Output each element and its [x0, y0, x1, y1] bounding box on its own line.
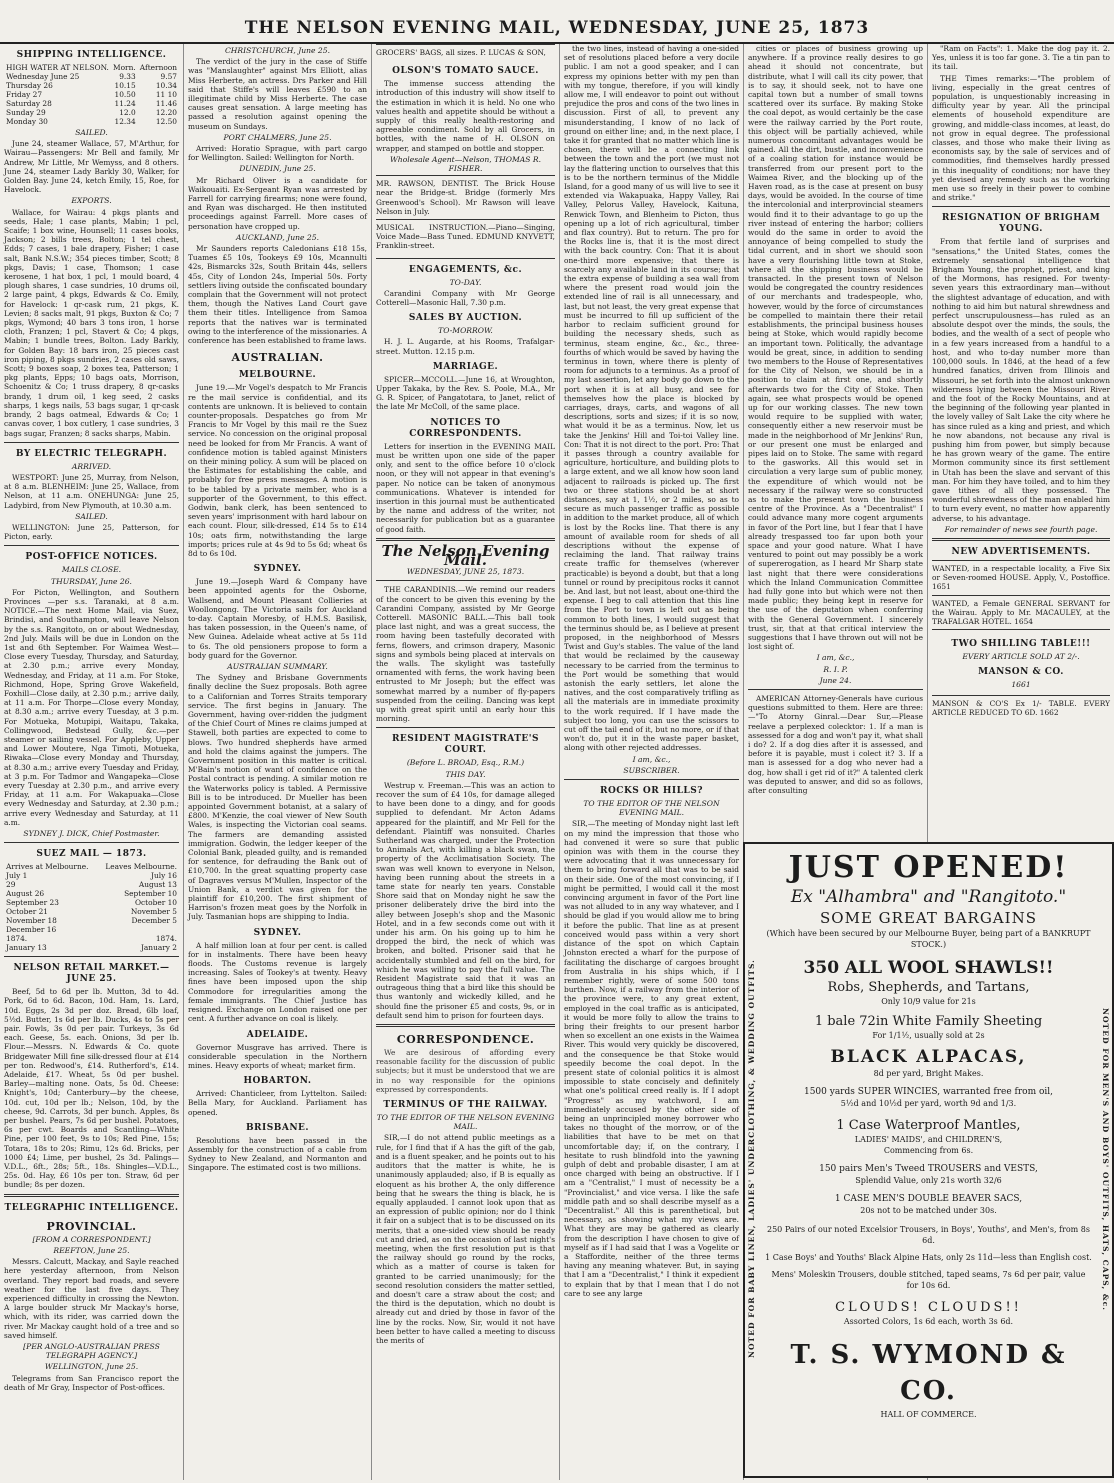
- hobarton-text: Arrived: Chanticleer, from Lyttelton. Sailed: Bella Mary, for Auckland. Parliament has opened.: [188, 1089, 367, 1117]
- ad-shawls: 350 ALL WOOL SHAWLS!!: [803, 958, 1054, 978]
- dateline-auckland: AUCKLAND, June 25.: [236, 232, 319, 242]
- ad-excelsior: 250 Pairs of our noted Excelsior Trousers, in Boys', Youths', and Men's, from 8s 6d.: [767, 1225, 1090, 1245]
- ad-hats: 1 Case Boys' and Youths' Black Alpine Hats, only 2s 11d—less than English cost.: [765, 1253, 1092, 1262]
- sales-text: H. J. L. Augarde, at his Rooms, Trafalgar-street. Mutton. 12.15 p.m.: [376, 337, 555, 356]
- rocks-to: TO THE EDITOR OF THE NELSON EVENING MAIL.: [583, 799, 720, 818]
- letter-sign-2: SUBSCRIBER.: [623, 765, 680, 775]
- correspondence-heading: CORRESPONDENCE.: [396, 1033, 535, 1047]
- dateline-port-chalmers: PORT CHALMERS, June 25.: [223, 132, 332, 142]
- court-text: Westrup v. Freeman.—This was an action to recover the sum of £4 10s, for damage alleged to have been done to a dingy, and for goods supplied to defendant. Mr Acton Adams appeared for the plaintiff, and Mr Fell for the defendant. Plaintiff was nonsuited. Charles Sutherland was charged, under the Protection to Animals Act, with killing a black swan, the property of the Acclimatisation Society. The swan was well known to everyone in Nelson, having been running about the streets in a tame state for nearly ten years. Constable Shore said that on Monday night he saw the prisoner deliberately drive the bird into the alley between Joseph's shop and the Masonic Hotel, and in a few seconds come out with it under his arm. On his going up to him he dropped the bird, the neck of which was broken, and bolted. Prisoner said that he accidentally stumbled and fell on the bird, for which he was willing to pay the full value. The Resident Magistrate said that it was an outrageous thing that a bird like this should be thus wantonly and wickedly killed, and he should fine the prisoner £5 and costs, 9s, or in default send him to prison for fourteen days.: [376, 780, 555, 1020]
- divider: [4, 1194, 179, 1197]
- tide-table: HIGH WATER AT NELSON. Morn. Afternoon Wednesday June 25 9.33 9.57 Thursday 26 10.15 10.34 Friday 27 10.50 11 10 Saturday 28 11.24 11.46 Sunday 29 12.0 12.20 Monday 30 12.34 12.50: [6, 63, 177, 126]
- suez-row: 1874. 1874.: [6, 934, 177, 944]
- exports-heading: EXPORTS.: [71, 196, 112, 206]
- suez-row: 29 August 13: [6, 880, 177, 890]
- ad-dentist: MR. RAWSON, DENTIST. The Brick House near the Bridge-st. Bridge (formerly Mrs Greenwood's School). Mr Rawson will leave Nelson in July.: [376, 175, 555, 219]
- sales-heading: SALES BY AUCTION.: [408, 313, 523, 324]
- divider: [376, 258, 555, 259]
- tide-row: Monday 30 12.34 12.50: [6, 117, 177, 126]
- divider: [376, 538, 555, 541]
- column-shipping: [0, 44, 183, 1480]
- american-text: AMERICAN Attorney-Generals have curious questions submitted to them. Here are three:—"To Atorny Ginral.—Dear Sur,—Please reelave a perplexed colecktor: 1. If a man is assessed for a dog and won't pay it, what shall i do? 2. If a dog dies after it is assessed, and before it is payable, must i colect it? 3. If a man is assessed for a dog who never had a dog, how shall i get rid of it?" A talented clerk was deputed to answer, and did so as follows, after consulting: [748, 694, 923, 796]
- tide-row: Wednesday June 25 9.33 9.57: [6, 72, 177, 81]
- ad-ships: Ex "Alhambra" and "Rangitoto.": [790, 887, 1067, 907]
- terminus-text: SIR,—I do not attend public meetings as a rule, for I find that if A has the gift of the gab, and is a fluent speaker, and he points out to his auditors that the matter is white, he is unanimously applauded; also, if B is equally as eloquent as his brother A, the only difference being that he swears the thing is black, he is equally applauded. I cannot look upon that as an expression of public opinion; nor do I think it fair on a subject that is to be discussed on its merits, that a one-sided view should be ready cut and dried, as on the occasion of last night's meeting, when the first resolution put is that the railway should go round by the rocks, which as a matter of course is taken for granted to be carried unanimously; for the second resolution considers the matter settled, and doesn't care a straw about the cost; and the third is the deputation, which no doubt is already cut and dried by those in favor of the line by the rocks. Now, Sir, would it not have been better to have called a meeting to discuss the merits of: [376, 1133, 555, 1345]
- provincial-heading: PROVINCIAL.: [46, 1219, 137, 1233]
- suez-row: January 13 January 2: [6, 943, 177, 953]
- engagements-heading: ENGAGEMENTS, &c.: [408, 264, 523, 275]
- sailed-text: June 24, steamer Wallace, 57, M'Arthur, for Wairau—Passengers: Mr Bell and family, Mr Andrew, Mr Little, Mr Wemyss, and 8 others. June 24, steamer Lady Barkly 30, Walker, for Golden Bay. June 24, ketch Emily, 15, Roe, for Havelock.: [4, 139, 179, 195]
- marriage-text: SPICER—MCCOLL.—June 16, at Wroughton, Upper Takaka, by the Rev. S. Poole, M.A., Mr G. R. Spicer, of Pangatotara, to Janet, relict of the late Mr McColl, of the same place.: [376, 374, 555, 412]
- side-text-right: NOTED FOR MEN'S AND BOYS' OUTFITS, HATS, CAPS, &c.: [1101, 1007, 1110, 1311]
- divider: [932, 206, 1110, 207]
- divider: [376, 1024, 555, 1027]
- divider: [4, 545, 179, 546]
- suez-row: September 23 October 10: [6, 898, 177, 908]
- suez-heading: SUEZ MAIL — 1873.: [36, 849, 147, 860]
- ad-firm-sub: HALL OF COMMERCE.: [880, 1410, 977, 1419]
- ad-sacs-price: 20s not to be matched under 30s.: [860, 1206, 997, 1215]
- postmaster-signature: SYDNEY J. DICK, Chief Postmaster.: [23, 829, 160, 839]
- notices-text: Letters for insertion in the EVENING MAIL must be written upon one side of the paper only, and sent to the office before 10 o'clock noon, or they will not appear in that evening's paper. No notice can be taken of anonymous communications. Whatever is intended for insertion in this journal must be authenticated by the name and address of the writer, not necessarily for publication but as a guarantee of good faith.: [376, 441, 555, 534]
- summary-text: The Sydney and Brisbane Governments finally decline the Suez proposals. Both agree to a Californian and Torres Straits temporary service. The first begins in January. The Government, having over-ridden the judgment of the Chief Court of Mines re claims jumped at Stawell, both parties are expected to come to blows. Two hundred shepherds have armed and hold the claims against the jumpers. The Government position in this matter is critical. M'Bain's motion of want of confidence on the Postal contract is pending. A similar motion re the Waterworks policy is tabled. A Permissive Bill is to be introduced. Dr Mueller has been appointed Government botanist, at a salary of £800. M'Kenzie, the coal viewer of New South Wales, is inspecting the Victorian coal seams. The farmers are demanding assisted immigration. Godwin, the ledger keeper of the Colonial Bank, pleaded guilty, and is remanded for sentence, for defrauding the Bank out of £10,700. In the great squatting property case of Dagraves versus M'Mullen, Inspector of the Union Bank, a verdict was given for the plaintiff for £10,200. The first shipment of Harrison's frozen meat goes by the Norfolk in July. Tasmanian hops are shipping to India.: [188, 673, 367, 922]
- ad-wanted-house: WANTED, in a respectable locality, a Five Six or Seven-roomed HOUSE. Apply, V., Postoffice. 1651: [932, 560, 1110, 595]
- ad-shawls-price: Only 10/9 value for 21s: [881, 997, 976, 1006]
- court-heading: RESIDENT MAGISTRATE'S COURT.: [391, 734, 540, 756]
- olson-heading: OLSON'S TOMATO SAUCE.: [392, 66, 539, 77]
- christchurch-text: The verdict of the jury in the case of Stiffe was "Manslaughter" against Mrs Elliott, alias Miss Herberte, an actress. Drs Parker and Hill said that Stiffe's will leaves £590 to an illegitimate child by Miss Herberte. The case causes great sensation. A large meeting has passed a resolution against opening the museum on Sundays.: [188, 57, 367, 131]
- suez-row: December 16: [6, 925, 57, 935]
- ad-alpacas-price: 8d per yard, Bright Makes.: [873, 1069, 984, 1078]
- paper-name: The Nelson Evening Mail.: [381, 541, 550, 569]
- arrived-text: WESTPORT: June 25, Murray, from Nelson, at 8 a.m. BLENHEIM: June 25, Wallace, from Nelson, at 11 a.m. ONEHUNGA: June 25, Ladybird, from New Plymouth, at 10.30 a.m.: [4, 472, 179, 510]
- letter-sign-1: I am, &c.,: [632, 754, 671, 764]
- hobarton-heading: HOBARTON.: [243, 1076, 312, 1087]
- dateline-reefton: REEFTON, June 25.: [53, 1245, 130, 1255]
- brisbane-heading: BRISBANE.: [245, 1122, 310, 1133]
- divider: [932, 538, 1110, 541]
- olson-agent: Wholesale Agent—Nelson, THOMAS R. FISHER.: [390, 154, 541, 174]
- ad-wincies: 1500 yards SUPER WINCIES, warranted free from oil,: [803, 1087, 1054, 1097]
- divider: [376, 580, 555, 581]
- ad-trousers: 150 pairs Men's Tweed TROUSERS and VESTS,: [819, 1164, 1038, 1174]
- ad-mantles: 1 Case Waterproof Mantles,: [836, 1118, 1021, 1133]
- rocks-text: SIR,—The meeting of Monday night last left on my mind the impression that those who had convened it were so sure that public opinion was with them in the course they were advocating that it was unnecessary for them to bring forward all that was to be said on their side. One of the most convincing, if I might be permitted, I would call it the most convincing argument in favor of the Port line was not alluded to in any way whatever, and I should be glad if you would allow me to bring it before the public. That line as at present conceived would pass within a very short distance of the spot on which Captain Johnston erected a wharf for the purpose of facilitating the discharge of cargoes brought from Australia in his ships which, if I remember rightly, were of some 500 tons burthen. Now, if a railway from the interior of the province were, to any great extent, employed in the coal traffic as is anticipated, it would be more folly to allow the trains to bring their freights to our present harbor when so excellent an one exists in the Waimea River. This would very quickly be discovered, and the consequence be that Stoke would speedily become the coal depot. In the present state of colonial politics it is almost impossible to state concisely and definitely what one's political creed really is. If I adopt "Progress" as my watchword, I am immediately accused by the other side of being an unprincipled money borrower who takes no thought of the morrow, or of the liabilities that have to be met on that uncomfortable day; if, on the contrary, I hesitate to rush blindfold into the yawning gulph of debt and probable disaster, I am at once charged with being an obstructive. If I am a "Centralist," I must of necessity be a "Provincialist," and vice versa. I like the safe middle path and so shall describe myself as a "Decentralist." All this is parenthetical, but necessary, as showing what my views are. What they are may be gathered as clearly from the description I have chosen to give of myself as if I had said that I was a Vogelite or a Staffordite, neither of the three terms having any meaning whatever. But, in saying that I am a "Decentralist," I think it expedient to explain that by that I mean that I do not care to see any large: [564, 819, 739, 1298]
- mails-text: For Picton, Wellington, and Southern Provinces —per s.s. Taranaki, at 8 a.m. NOTICE.—The next Home Mail, via Suez, Brindisi, and Southampton, will leave Nelson by the s.s. Rangitoto, on or about Wednesday, 2nd July. Mails will be due in London on the 1st and 6th September. For Waimea West—Close every Tuesday, Thursday, and Saturday, at 2.30 p.m.; arrive every Monday, Wednesday, and Friday, at 11 a.m. For Stoke, Richmond, Hope, Spring Grove Wakefield, Foxhill—Close daily, at 2.30 p.m.; arrive daily, at 11 a.m. For Thorpe—Close every Monday, at 8.30 a.m.; arrive every Tuesday, at 3 p.m. For Motueka, Motupipi, Waitapu, Takaka, Collingwood, Bedstead Gully, &c.—per steamer or sailing vessel. For Appleby, Upper and Lower Moutere, Nga Timoti, Motueka, Riwaka—Close every Monday and Thursday, at 8.30 a.m.; arrive every Tuesday and Friday, at 3 p.m. For Tadmor and Wangapeka—Close every Tuesday at 2.30 p.m., and arrive every Friday, at 11 a.m. For Wakapuaka—Close every Wednesday and Saturday, at 2.30 p.m.; arrive every Wednesday and Saturday, at 11 a.m.: [4, 587, 179, 827]
- adelaide-text: Governor Musgrave has arrived. There is considerable speculation in the Northern mines. Heavy exports of wheat; market firm.: [188, 1042, 367, 1070]
- ad-clouds-price: Assorted Colors, 1s 6d each, worth 3s 6d.: [843, 1317, 1014, 1326]
- correspondence-note: We are desirous of affording every reasonable facility for the discussion of public subjects; but it must be understood that we are in no way responsible for the opinions expressed by correspondents.: [376, 1048, 555, 1094]
- rocks-text-cont: cities or places of business growing up anywhere. If a province really desires to go ahead it should not concentrate, but distribute, what I will call its city power, that is to say, it should seek, not to have one capital town but a number of small towns scattered over its surface. By making Stoke the coal depot, as would certainly be the case were the railway carried by the Port route, this object will be partially achieved, while numerous concomitant advantages would be gained. All the dirt, bustle, and inconvenience of a coaling station for instance would be transferred from our present port to the Waimea River, and the blocking up of the Haven road, as is the case at present on busy days, would be avoided. In the course of time the intercolonial and interprovincial steamers would find it to their advantage to go up the river instead of entering the harbor; colliers would do the same in order to avoid the annoyance of being compelled to study the tidal current, and in short we should soon have a very flourishing little town at Stoke, where all the shipping business would be transacted. In the present town of Nelson would be congregated the country residences of our merchants and tradespeople, who, however, would by the force of circumstances be compelled to maintain there their retail establishments, the principal business houses being at Stoke, which would rapidly become an important town. Politically, the advantage would be great, since, in addition to sending two members to the House of Representatives for the City of Nelson, we should be in a position to claim at first one, and shortly afterwards two for the City of Stoke. Then again, see what prospects would be opened up for our working classes. The new town would require to be supplied with water, consequently either a new reservoir must be made in the neighborhood of Mr Jenkins' Run, or our present one must be enlarged and pipes laid on to Stoke. The same with regard to the gasworks. All this would set in circulation a very large sum of public money, the expenditure of which would not be necessary if the railway were so constructed as to make the present town the business centre of the Province. As a "Decentralist" I could advance many more cogent arguments in favor of the Port line, but I fear that I have already trespassed too far upon both your space and your good nature. What I have ventured to point out may possibly be a work of supererogation, as I heard Mr Sharp state last night that there were considerations which the Inland Communication Committee had fully gone into but which were not then made public; they being kept in reserve for the use of the deputation when conferring with the General Government. I sincerely trust, sir, that at that critical interview the suggestions that I have thrown out will not be lost sight of.: [748, 44, 923, 652]
- market-text: Beef, 5d to 6d per lb. Mutton, 3d to 4d. Pork, 6d to 6d. Bacon, 10d. Ham, 1s. Lard, 10d. Eggs, 2s 3d per doz. Bread, 6lb loaf, 5½d. Butter, 1s 6d per lb. Ducks, 4s to 5s per pair. Fowls, 3s 0d per pair. Turkeys, 3s 6d each. Geese, 5s. each. Onions, 3d per lb. Flour.—Messrs. N. Edwards & Co. quote Bridgewater Mill fine silk-dressed flour at £14 per ton. Redwood's, £14. Rutherford's, £14. Adelaide, £17. Wheat, 5s 0d per bushel. Barley—malting none. Oats, 5s 0d. Cheese: Knight's, 10d; Canterbury—by the cheese, 10d. cut, 10d per lb.; Nelson, 10d, by the cheese, 9d. Carrots, 3d per bunch. Apples, 8s per bushel. Pears, 7s 6d per bushel. Potatoes, 6s per cwt. Boards and Scantling—White Pine, per 100 feet, 9s to 10s; Red Pine, 15s; Totara, 18s to 20s; Rimu, 12s 6d. Bricks, per 1000 £4; Lime, per bushel, 2s 3d. Palings—V.D.L., 6ft., 28s; 5ft., 18s. Shingles—V.D.L., 25s. 0d. Hay, £6 10s per ton. Straw, 6d per bundle; 8s per dozen.: [4, 987, 179, 1190]
- sydney2-heading: SYDNEY.: [253, 927, 302, 938]
- dunedin-text: Mr Richard Oliver is a candidate for Waikouaiti. Ex-Sergeant Ryan was arrested by Farrell for carrying firearms; none were found, and Ryan was discharged. He then instituted proceedings against Farrell. More cases of personation have cropped up.: [188, 175, 367, 231]
- wellington-text: Telegrams from San Francisco report the death of Mr Gray, Inspector of Post-offices.: [4, 1373, 179, 1392]
- mails-day: THURSDAY, June 26.: [51, 576, 132, 586]
- auckland-text: Mr Saunders reports Caledonians £18 15s, Tuames £5 10s, Tookeys £9 10s, Mcannulti 42s, Bismarcks 32s, South Britain 44s, sellers 45s, City of London 24s, Imperial 50s. Forty settlers living outside the confiscated boundary complain that the Government will not protect them, though the Natives Land Court gave them their titles. Intelligence from Samoa reports that the natives war is terminated owing to the interference of the missionaries. A conference has been established to frame laws.: [188, 244, 367, 346]
- times-text: THE Times remarks:—"The problem of living, especially in the great centres of population, is unquestionably increasing in difficulty year by year. All the principal elements of household expenditure are growing, and middle-class incomes, at least, do not grow in equal degree. The professional classes, and those who make their living as economists say, by the sale of services and of commodities, find themselves hardly pressed in this inequality of conditions; nor have they yet devised any remedy such as the working men use so freely in their power to combine and strike.": [932, 73, 1110, 203]
- ad-firm: T. S. WYMOND & CO.: [790, 1340, 1067, 1406]
- ad-sheeting: 1 bale 72in White Family Sheeting: [814, 1014, 1043, 1029]
- australian-heading: AUSTRALIAN.: [231, 351, 324, 365]
- port-chalmers-text: Arrived: Horatio Sprague, with part cargo for Wellington. Sailed: Wellington for North.: [188, 144, 367, 163]
- exports-text: Wallace, for Wairau: 4 pkgs plants and seeds, Hale; 1 case plants, Mabin; 1 pcl, Scaife; 1 box wine, Hounsell; 11 cases books, Jackson; 2 bills trees, Bolton; 1 tel chest, Edds; 7 cases, 1 bale drapery, Fisher; 1 case salt, Bank N.S.W.; 354 pieces timber, Scott; 8 pkgs, Davis; 1 case, Thomson; 1 case kerosene, 1 hat box, 1 pcl, 1 mould board, 4 plough shares, 1 case sundries, 10 drums oil, 2 large paint, 4 pkgs, Edwards & Co. Emily, for Havelock: 1 qr-cask rum, 21 pkgs, K. Levien; 8 sacks malt, 91 pkgs, Buxton & Co; 7 pkgs, Wymond; 40 bars 3 tons iron, 1 horse cloth, Franzen; 1 pcl, Stavert & Co; 4 pkgs, Mabin; 1 bundle trees, Bolton. Lady Barkly, for Golden Bay: 18 bars iron, 25 pieces cast iron piping, 8 pkgs sundries, 2 cases old saws, Scott; 9 boxes soap, 2 boxes tea, Patterson; 1 pkg plants, Epps; 10 bags oats, Morrison, Schoenitz & Co; 1 truss drapery, 8 qr-casks brandy, 1 drum oil, 1 keg seed, 2 casks sharps, 1 kegs nails, 53 bags sugar, 1 qr-cask brandy, 2 bags oatmeal, Edwards & Co; 1 canvas cover, 1 box cutlery, 1 case sundries, 3 bags sugar, Franzen; 8 sacks sharps, Mabin.: [4, 207, 179, 438]
- ad-grocers-bags: GROCERS' BAGS, all sizes. P. LUCAS & SON,: [376, 44, 555, 60]
- telegraph-heading: BY ELECTRIC TELEGRAPH.: [15, 448, 168, 459]
- divider: [376, 727, 555, 728]
- tide-row: Friday 27 10.50 11 10: [6, 90, 177, 99]
- brisbane-text: Resolutions have been passed in the Assembly for the construction of a cable from Sydney to New Zealand, and Normanton and Singapore. The estimated cost is two millions.: [188, 1135, 367, 1173]
- olson-text: The immense success attending the introduction of this industry will show itself to the estimation in which it is held. No one who values health and appetite should be without a supply of this really health-restoring and agreeable condiment. Sold by all Grocers, in bottles, with the name of H. OLSON on wrapper, and stamped on bottle and stopper.: [376, 79, 555, 153]
- rocks-heading: ROCKS OR HILLS?: [599, 786, 704, 797]
- ad-wanted-servant: WANTED, a Female GENERAL SERVANT for the Wairau. Apply to Mr. MACAULEY, at the TRAFALGAR HOTEL. 1654: [932, 595, 1110, 630]
- suez-row: July 1 July 16: [6, 871, 177, 881]
- sailed2-text: WELLINGTON: June 25, Patterson, for Picton, early.: [4, 522, 179, 542]
- divider: [4, 956, 179, 957]
- dateline-dunedin: DUNEDIN, June 25.: [239, 164, 316, 174]
- wymond-advertisement: [743, 842, 1114, 1478]
- terminus-heading: TERMINUS OF THE RAILWAY.: [383, 1100, 548, 1111]
- sailed2-heading: SAILED.: [75, 511, 108, 521]
- suez-row: November 18 December 5: [6, 916, 177, 926]
- engagements-text: Carandini Company with Mr George Cotterell—Masonic Hall, 7.30 p.m.: [376, 288, 555, 308]
- side-text-left: NOTED FOR BABY LINEN, LADIES' UNDERCLOTHING, & WEDDING OUTFITS.: [747, 959, 756, 1359]
- notices-heading: NOTICES TO CORRESPONDENTS.: [409, 417, 522, 439]
- advertisement-body: [765, 850, 1092, 1470]
- sydney2-text: A half million loan at four per cent. is called for in instalments. There have been heavy floods. The Customs revenue is largely increasing. Sales of Tookey's at twenty. Heavy fines have been imposed upon the ship Commodore for irregularities among the female immigrants. The Chief Justice has resigned. Exchange on London raised one per cent. A further advance on coal is likely.: [188, 940, 367, 1024]
- ad-sheeting-price: For 1/1½, usually sold at 2s: [872, 1031, 985, 1040]
- ad-two-shilling-table: TWO SHILLING TABLE!!! EVERY ARTICLE SOLD AT 2/-. MANSON & CO. 1661: [932, 629, 1110, 694]
- ad-alpacas: BLACK ALPACAS,: [830, 1047, 1027, 1067]
- new-ads-heading: NEW ADVERTISEMENTS.: [951, 546, 1091, 557]
- sailed-heading: SAILED.: [75, 128, 108, 137]
- leader-text: THE CARANDINIS.—We remind our readers of the concert to be given this evening by the Carandini Company, assisted by Mr George Cotterell. MASONIC BALL.—This ball took place last night, and was a great success, the room having been tastefully decorated with ferns, flowers, and crimson drapery, Masonic signs and symbols being placed at intervals on the walls. The skylight was tastefully ornamented with ferns, the work having been entrusted to Mr Joseph; but the effect was somewhat marred by a number of fly-papers suspended from the ceiling. Dancing was kept up with great spirit until an early hour this morning.: [376, 585, 555, 724]
- press-agency: [PER ANGLO-AUSTRALIAN PRESS TELEGRAPH AGENCY.]: [23, 1341, 160, 1361]
- summary-heading: AUSTRALIAN SUMMARY.: [227, 661, 328, 671]
- ad-bargains: SOME GREAT BARGAINS: [820, 909, 1037, 927]
- court-day: THIS DAY.: [445, 769, 486, 779]
- from-correspondent: [FROM A CORRESPONDENT.]: [32, 1234, 151, 1244]
- ram-facts-text: "Ram on Facts": 1. Make the dog pay it. 2. Yes, unless it is too far gone. 3. Tie a tin pan to its tail.: [932, 44, 1110, 72]
- tide-row: Sunday 29 12.0 12.20: [6, 108, 177, 117]
- ad-sacs: 1 CASE MEN'S DOUBLE BEAVER SACS,: [834, 1194, 1023, 1204]
- market-heading: NELSON RETAIL MARKET.—JUNE 25.: [13, 963, 170, 985]
- terminus-text-cont: the two lines, instead of having a one-sided set of resolutions placed before a very docile public. I am not a good speaker, and I can express my opinions better with my pen than with my tongue, therefore, if you will kindly allow me, I will endeavor to point out without prejudice the pros and cons of the two lines in discussion. First of all, to prevent any misunderstanding, I know of no lack of ground on either line; and, in the next place, I take it for granted that no matter which line is chosen, there will be a connecting link between the town and the port (we must not lay the flattering unction to ourselves that this is to be the northern terminus of the Middle Island, for a good many of us will live to see it extended via Wakapuaka, Happy Valley, Rai Valley, Pelorus Valley, Havelock, Kaituna, Renwick Town, and Blenheim to Picton, thus opening up a lot of rich agricultural, timber and flax country). But to return. The pro for the Rocks line is, that it is the most direct with the back country. Con: That it is about one-third more expensive; that there is scarcely any available land in its course; that the extra expense of building a sea wall from where the present road would join the extended line of rail is all unnecessary, and last, but not least, the very great expense that must be incurred to fill up sufficient of the harbor to reclaim sufficient ground for building the necessary sheds, such as terminus, steam engine, &c., &c., three-fourths of which would be saved by having the terminus in town, where there is plenty of room for adjuncts to a terminus. As a proof of my last assertion, let any body go down to the port when it is at all busy, and see for themselves how the place is blocked by carriages, drays, carts, and wagons of all descriptions, sorts and sizes; if it is so now, what would it be as a terminus. Now, let us take the Jenkins' Hill and Toi-toi Valley line. Con: That it is not direct to the port. Pro: That it passes through a country available for agriculture, horticulture, and building plots to a large extent, and we all know how soon land adjacent to railroads is picked up. The first two or three stations should be at short distances, say at 1, 1½, or 2 miles, so as to secure as much passenger traffic as possible in addition to the market produce, all of which is lost by the Rocks line. That there is any amount of available room for sheds of all descriptions without the expense of reclaiming the land. That railway trains create traffic for themselves (wherever practicable) is beyond a doubt, but that a long tunnel or round by precipitous rocks it cannot be. And last, but not least, about one-third the expense. I beg to call attention that this line from the Port to town is left out as being common to both lines, I would suggest that the terminus should be, as I believe at present proposed, in the neighborhood of Messrs Twist and Guy's stables. The value of the land that would be reclaimed by the causeway necessary to be carried from the terminus to the Port would be something that would astonish the early settlers, let alone the natives, and the cost comparatively trifling as all the materials are in immediate proximity to the work required. If I have made the subject too long, you can use the scissors to cut off the tail end of it, but no more, or if that won't do, put it in the waste paper basket, along with other rejected addresses.: [564, 44, 739, 753]
- rocks-date: June 24.: [819, 675, 852, 685]
- brigham-note: For remainder of news see fourth page.: [944, 524, 1098, 534]
- column-ads-leader: [371, 44, 559, 1480]
- suez-row: October 21 November 5: [6, 907, 177, 917]
- adelaide-heading: ADELAIDE.: [246, 1029, 309, 1040]
- rocks-sign-2: R. I. P.: [823, 664, 848, 674]
- melbourne-heading: MELBOURNE.: [238, 370, 317, 381]
- ad-clouds: CLOUDS! CLOUDS!!: [835, 1300, 1022, 1315]
- divider: [4, 842, 179, 843]
- marriage-heading: MARRIAGE.: [432, 361, 499, 372]
- divider: [564, 779, 739, 780]
- tide-row: Thursday 26 10.15 10.34: [6, 81, 177, 90]
- brigham-text: From that fertile land of surprises and "sensations," the United States, comes the extremely sensational intelligence that Brigham Young, the prophet, priest, and king of the Mormons, has resigned. For twenty-seven years this extraordinary man—without the slightest advantage of education, and with nothing to aid him but natural shrewdness and perfect unscrupulousness—has ruled as an absolute despot over the minds, the souls, the bodies, and the wealth of a sect of people who in a few years increased from a handful to a host, and who to-day number more than 100,000 souls. In 1846, at the head of a few hundred fanatics, driven from Illinois and Missouri, he set forth into the almost unknown wilderness lying between the Missouri River and the foot of the Rocky Mountains, and at the beginning of the following year planted in the lovely valley of Salt Lake the city where he has since ruled as a king and priest, and which he now abandons, not because any rival is pushing him from power, but simply because he has grown weary of the game. The entire Mormon community since its first settlement in Utah has been the slave and servant of this man. For him they have toiled, and to him they gave tithes of all they possessed. The wonderful shrewdness of the man enabled him to turn every event, no matter how apparently adverse, to his advantage.: [932, 237, 1110, 523]
- reefton-text: Messrs. Calcutt, Mackay, and Sayle reached here yesterday afternoon, from Nelson overland. They report bad roads, and severe weather for the last five days. They experienced difficulty in crossing the Newton. A large boulder struck Mr Mackay's horse, which, with its rider, was carried down the river. Mr Mackay caught hold of a tree and so saved himself.: [4, 1257, 179, 1340]
- divider: [4, 442, 179, 443]
- ad-bargains-note: (Which have been secured by our Melbourne Buyer, being part of a BANKRUPT STOCK.): [766, 929, 1091, 949]
- column-letters: [559, 44, 743, 1480]
- ad-shawls-sub: Robs, Shepherds, and Tartans,: [827, 980, 1030, 995]
- suez-table: Arrives at Melbourne. Leaves Melbourne. July 1 July 16 29 August 13 August 26 September 10 September 23 October 10 October 21 November 5 November 18 December 5 December 16 1874. 1874. January 13 January 2: [6, 862, 177, 953]
- divider: [748, 689, 923, 690]
- engagements-day: TO-DAY.: [449, 277, 482, 287]
- ad-mantles-sub: LADIES' MAIDS', and CHILDREN'S,: [854, 1135, 1003, 1144]
- ad-wincies-price: 5½d and 10½d per yard, worth 9d and 1/3.: [840, 1099, 1017, 1108]
- rocks-sign-1: I am, &c.,: [816, 653, 855, 663]
- paper-date: WEDNESDAY, JUNE 25, 1873.: [406, 567, 525, 577]
- column-telegrams: [183, 44, 371, 1480]
- arrived-heading: ARRIVED.: [71, 461, 112, 471]
- sydney-text: June 19.—Joseph Ward & Company have been appointed agents for the Osborne, Wallsend, and Mount Pleasant Collieries at Woollongong. The Victoria sails for Auckland to-day. Captain Moresby, of H.M.S. Basilisk, has taken possession, in the Queen's name, of New Guinea. Adelaide wheat active at 5s 11d to 6s. The old pensioners propose to form a body guard for the Governor.: [188, 577, 367, 660]
- court-magistrate: (Before L. BROAD, Esq., R.M.): [406, 758, 525, 768]
- ad-mantles-price: Commencing from 6s.: [883, 1146, 974, 1155]
- dateline-wellington: WELLINGTON, June 25.: [44, 1362, 139, 1372]
- ad-trousers-price: Splendid Value, only 21s worth 32/6: [855, 1176, 1002, 1185]
- dateline-christchurch: CHRISTCHURCH, June 25.: [224, 46, 331, 55]
- mails-heading: MAILS CLOSE.: [61, 565, 122, 575]
- ad-manson-table: MANSON & CO'S Ex 1/- TABLE. EVERY ARTICLE REDUCED TO 6D. 1662: [932, 695, 1110, 720]
- ad-music: MUSICAL INSTRUCTION.—Piano—Singing, Voice Made—Bass Tuned. EDMUND KNYVETT, Franklin-street.: [376, 219, 555, 254]
- shipping-title: SHIPPING INTELLIGENCE.: [16, 50, 167, 60]
- terminus-to: TO THE EDITOR OF THE NELSON EVENING MAIL.: [376, 1113, 555, 1132]
- brigham-heading: RESIGNATION OF BRIGHAM YOUNG.: [941, 213, 1101, 235]
- ad-title: JUST OPENED!: [788, 850, 1069, 885]
- sydney-heading: SYDNEY.: [253, 564, 302, 575]
- ad-moleskin: Mens' Moleskin Trousers, double stitched, taped seams, 7s 6d per pair, value for 10s 6d.: [771, 1270, 1086, 1290]
- sales-day: TO-MORROW.: [438, 326, 493, 336]
- melbourne-text: June 19.—Mr Vogel's despatch to Mr Francis re the mail service is confidential, and its contents are unknown. It is believed to contain counter-proposals. Despatches go from Mr Francis to Mr Vogel by this mail re the Suez service. No concession on the original proposal need be looked for from Mr Francis. A want of confidence motion is tabled against Ministers on their mining policy. A sum will be placed on the Estimates for establishing the cable, and probably for free press messages. A motion is to be tabled by a private member, who is a supporter of the Government, to this effect. Godwin, bank clerk, has been sentenced to seven years' imprisonment with hard labour on each count. Flour, silk-dressed, £14 5s to £14 10s; oats firm, notwithstanding the large imports; prices rule at 4s 9d to 5s 6d; wheat 6s 8d to 6s 10d.: [188, 383, 367, 558]
- tide-row: Saturday 28 11.24 11.46: [6, 99, 177, 108]
- post-office-heading: POST-OFFICE NOTICES.: [25, 552, 158, 563]
- masthead: THE NELSON EVENING MAIL, WEDNESDAY, JUNE 25, 1873: [0, 8, 1114, 44]
- suez-row: August 26 September 10: [6, 889, 177, 899]
- telegraphic-heading: TELEGRAPHIC INTELLIGENCE.: [4, 1202, 179, 1213]
